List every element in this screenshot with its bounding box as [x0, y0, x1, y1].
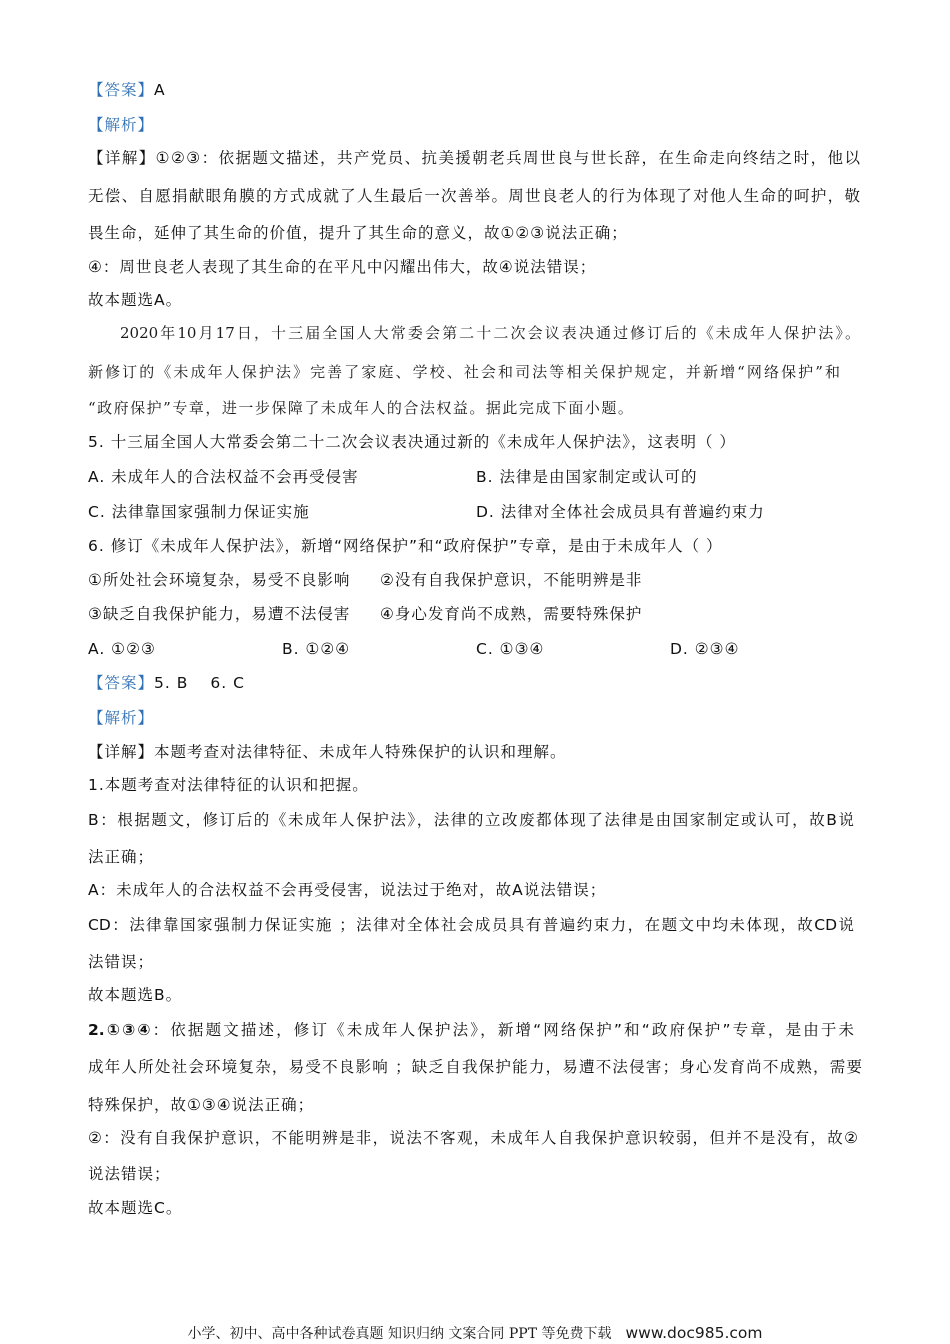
analysis-label: 【解析】	[88, 709, 155, 727]
option-c: C. 法律靠国家强制力保证实施	[88, 503, 310, 521]
statement-4: ④身心发育尚不成熟，需要特殊保护	[380, 605, 643, 623]
option-b: B. ①②④	[282, 640, 351, 658]
statement-3: ③缺乏自我保护能力，易遭不法侵害	[88, 605, 351, 623]
explanation-line: B：根据题文，修订后的《未成年人保护法》，法律的立改废都体现了法律是由国家制定或认可，故B说	[88, 811, 854, 829]
material-line: “政府保护”专章，进一步保障了未成年人的合法权益。据此完成下面小题。	[88, 399, 635, 417]
detail-label: 【详解】	[88, 149, 156, 167]
detail-text: ①②③：依据题文描述，共产党员、抗美援朝老兵周世良与世长辞，在生命走向终结之时，他以	[155, 149, 860, 167]
question-5-options-row	[88, 501, 862, 523]
statement-row	[88, 569, 862, 591]
question-6-stem: 6. 修订《未成年人保护法》，新增“网络保护”和“政府保护”专章，是由于未成年人（ ）	[88, 537, 723, 555]
answer-value: A	[154, 81, 166, 99]
explanation-line: 法正确；	[88, 848, 155, 866]
question-5-stem: 5. 十三届全国人大常委会第二十二次会议表决通过新的《未成年人保护法》，这表明（ ）	[88, 433, 736, 451]
footer-site: www.doc985.com	[625, 1324, 763, 1342]
answer-label: 【答案】	[88, 674, 155, 692]
detail-text: 本题考查对法律特征、未成年人特殊保护的认识和理解。	[154, 743, 567, 761]
option-d: D. 法律对全体社会成员具有普遍约束力	[476, 503, 765, 521]
explanation-line: CD：法律靠国家强制力保证实施 ；法律对全体社会成员具有普遍约束力，在题文中均未体现，故CD说	[88, 916, 854, 934]
explanation-line	[88, 1019, 854, 1041]
answer-line	[88, 672, 245, 694]
part2-text: ：依据题文描述，修订《未成年人保护法》，新增“网络保护”和“政府保护”专章，是由于未	[152, 1021, 854, 1039]
conclusion-line: 故本题选A。	[88, 291, 183, 309]
conclusion-line: 故本题选C。	[88, 1199, 183, 1217]
answer-line	[88, 79, 166, 101]
statement-1: ①所处社会环境复杂，易受不良影响	[88, 571, 351, 589]
explanation-line: 无偿、自愿捐献眼角膜的方式成就了人生最后一次善举。周世良老人的行为体现了对他人生命的呵护，敬	[88, 187, 860, 205]
question-6-options-row	[88, 638, 862, 660]
answer-value-6: 6. C	[210, 674, 245, 692]
explanation-line: 畏生命，延伸了其生命的价值，提升了其生命的意义，故①②③说法正确；	[88, 224, 628, 242]
explanation-line: 法错误；	[88, 953, 155, 971]
explanation-line: 特殊保护，故①③④说法正确；	[88, 1096, 315, 1114]
part2-lead: 2.①③④	[88, 1021, 153, 1039]
explanation-line: A：未成年人的合法权益不会再受侵害，说法过于绝对，故A说法错误；	[88, 881, 607, 899]
page-footer	[0, 1322, 950, 1344]
option-a: A. ①②③	[88, 640, 156, 658]
explanation-line: ④：周世良老人表现了其生命的在平凡中闪耀出伟大，故④说法错误；	[88, 258, 597, 276]
detail-line	[88, 741, 567, 763]
conclusion-line: 故本题选B。	[88, 986, 183, 1004]
question-5-options-row	[88, 466, 862, 488]
footer-text: 小学、初中、高中各种试卷真题 知识归纳 文案合同 PPT 等免费下载	[187, 1326, 612, 1342]
explanation-line: 成年人所处社会环境复杂，易受不良影响 ；缺乏自我保护能力，易遭不法侵害；身心发育尚不成熟，需要	[88, 1058, 862, 1076]
detail-line	[88, 147, 860, 169]
material-line: 2020年10月17日，十三届全国人大常委会第二十二次会议表决通过修订后的《未成年人保护法》。	[120, 324, 860, 342]
analysis-label: 【解析】	[88, 116, 155, 134]
answer-label: 【答案】	[88, 81, 155, 99]
option-b: B. 法律是由国家制定或认可的	[476, 468, 698, 486]
explanation-line: ②：没有自我保护意识，不能明辨是非，说法不客观，未成年人自我保护意识较弱，但并不是没有，故②	[88, 1129, 858, 1147]
statement-row	[88, 603, 862, 625]
explanation-line: 说法错误；	[88, 1165, 171, 1183]
statement-2: ②没有自我保护意识，不能明辨是非	[380, 571, 643, 589]
explanation-line: 1.本题考查对法律特征的认识和把握。	[88, 776, 369, 794]
option-c: C. ①③④	[476, 640, 545, 658]
option-a: A. 未成年人的合法权益不会再受侵害	[88, 468, 359, 486]
option-d: D. ②③④	[670, 640, 740, 658]
material-line: 新修订的《未成年人保护法》完善了家庭、学校、社会和司法等相关保护规定，并新增“网络保护”和	[88, 363, 840, 381]
detail-label: 【详解】	[88, 743, 155, 761]
answer-value-5: 5. B	[154, 674, 189, 692]
